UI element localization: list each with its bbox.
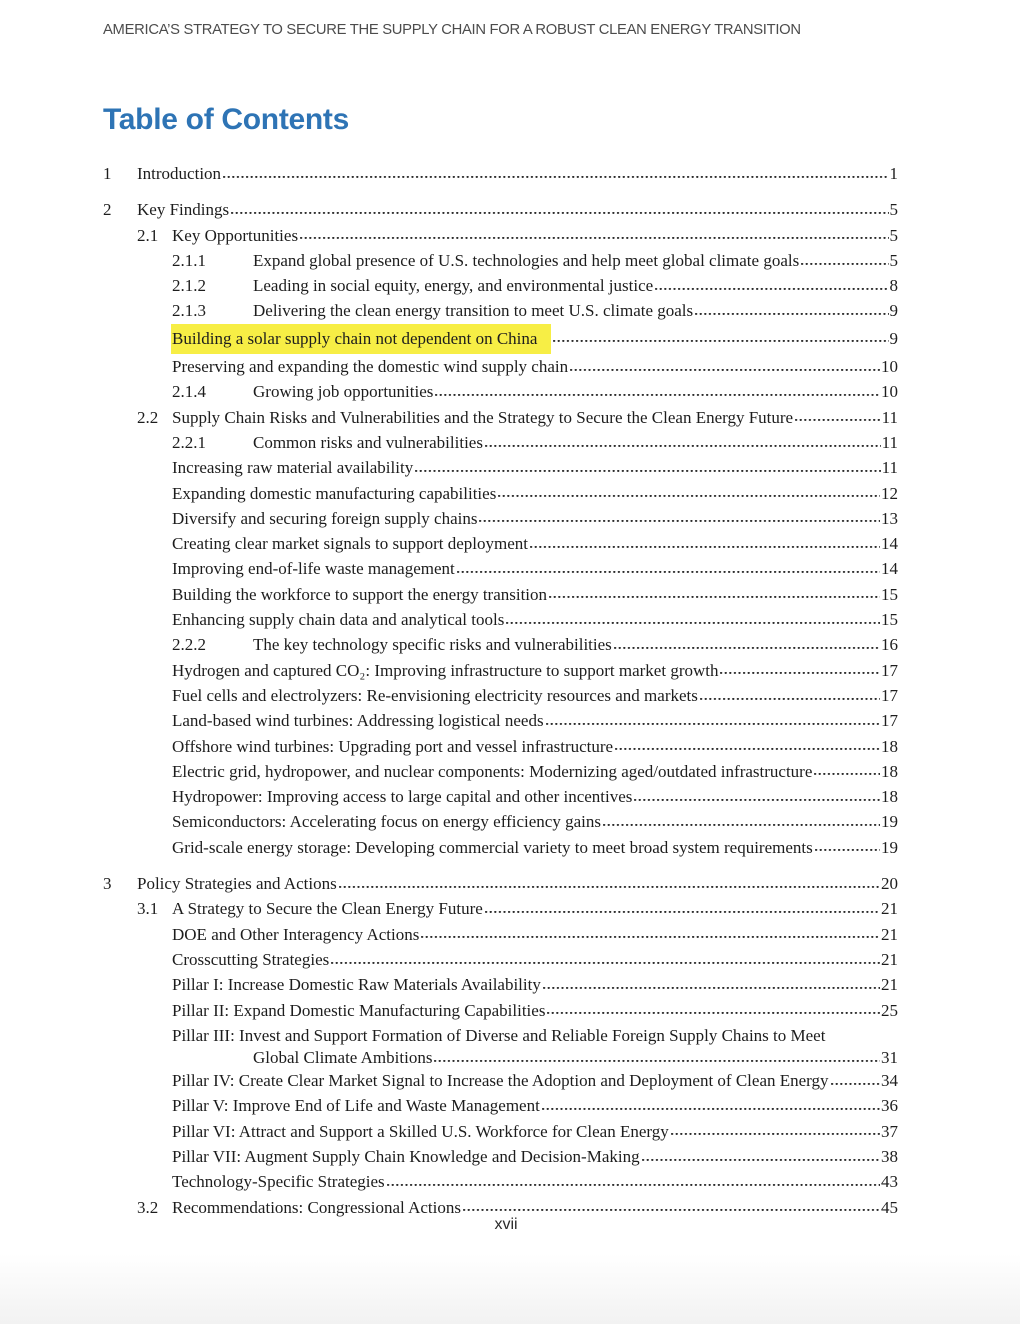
toc-list xyxy=(103,150,898,1220)
toc-entry-label: Leading in social equity, energy, and environmental justice xyxy=(253,276,654,296)
toc-entry-page: 36 xyxy=(881,1096,898,1116)
dot-leader xyxy=(795,411,881,423)
toc-entry-number: 2.1.4 xyxy=(172,382,206,402)
toc-entry-label: Key Findings xyxy=(137,200,230,220)
toc-entry-number: 1 xyxy=(103,164,112,183)
dot-leader xyxy=(546,714,880,726)
dot-leader xyxy=(615,740,880,752)
dot-leader xyxy=(801,254,888,266)
toc-entry-number: 3 xyxy=(103,874,112,894)
toc-entry-label: Offshore wind turbines: Upgrading port and vessel infrastructure xyxy=(172,736,614,756)
toc-entry-number: 2.1 xyxy=(137,225,159,245)
dot-leader xyxy=(498,487,880,499)
toc-entry-page: 12 xyxy=(881,483,898,503)
dot-leader xyxy=(695,304,888,316)
toc-entry-page: 21 xyxy=(881,975,898,995)
toc-entry[interactable] xyxy=(103,947,898,972)
toc-entry-page: 1 xyxy=(889,164,898,183)
toc-entry[interactable] xyxy=(103,809,898,834)
toc-entry-label: Supply Chain Risks and Vulnerabilities and the Strategy to Secure the Clean Energy Future xyxy=(172,407,794,427)
toc-entry-label: Technology-Specific Strategies xyxy=(172,1172,385,1192)
toc-entry-page: 5 xyxy=(889,250,898,270)
toc-entry-page: 17 xyxy=(881,685,898,705)
dot-leader xyxy=(434,1051,880,1063)
toc-entry-number: 3.2 xyxy=(137,1197,159,1217)
toc-entry-label-highlighted: Building a solar supply chain not dependent on China xyxy=(171,324,551,354)
toc-entry-page: 5 xyxy=(889,200,898,220)
toc-entry[interactable] xyxy=(103,531,898,556)
toc-entry[interactable] xyxy=(103,506,898,531)
toc-entry-label: Global Climate Ambitions xyxy=(253,1048,433,1068)
toc-entry[interactable] xyxy=(103,998,898,1023)
toc-entry-page: 25 xyxy=(881,1000,898,1020)
toc-entry-label: Pillar V: Improve End of Life and Waste Management xyxy=(172,1096,540,1116)
toc-entry[interactable] xyxy=(103,556,898,581)
dot-leader xyxy=(634,790,880,802)
toc-entry[interactable] xyxy=(103,896,898,921)
toc-entry-label: Expand global presence of U.S. technologies and help meet global climate goals xyxy=(253,250,800,270)
dot-leader xyxy=(614,638,880,650)
running-header: AMERICA’S STRATEGY TO SECURE THE SUPPLY CHAIN FOR A ROBUST CLEAN ENERGY TRANSITION xyxy=(103,21,801,38)
toc-entry-page: 9 xyxy=(889,328,898,348)
toc-entry-page: 17 xyxy=(881,660,898,680)
toc-entry-page: 21 xyxy=(881,899,898,919)
dot-leader xyxy=(720,664,880,676)
toc-entry[interactable] xyxy=(103,734,898,759)
toc-entry-page: 15 xyxy=(881,584,898,604)
toc-entry-page: 11 xyxy=(881,432,898,452)
dot-leader xyxy=(549,588,880,600)
toc-entry-label: Expanding domestic manufacturing capabilities xyxy=(172,483,497,503)
toc-entry-label: Pillar IV: Create Clear Market Signal to Increase the Adoption and Deployment of Clean Energy xyxy=(172,1071,829,1091)
toc-entry-label: Hydropower: Improving access to large capital and other incentives xyxy=(172,787,633,807)
toc-entry-label: Increasing raw material availability xyxy=(172,458,414,478)
toc-entry-label: Pillar VI: Attract and Support a Skilled U.S. Workforce for Clean Energy xyxy=(172,1121,669,1141)
toc-entry-page: 11 xyxy=(881,458,898,478)
dot-leader xyxy=(831,1074,880,1086)
toc-entry-page: 34 xyxy=(881,1071,898,1091)
toc-entry[interactable] xyxy=(103,248,898,273)
toc-entry-number: 2.2.1 xyxy=(172,432,206,452)
toc-entry-page: 16 xyxy=(881,635,898,655)
toc-entry-page: 18 xyxy=(881,761,898,781)
dot-leader xyxy=(231,203,888,215)
toc-entry-page: 45 xyxy=(881,1197,898,1217)
toc-entry-page: 38 xyxy=(881,1146,898,1166)
dot-leader xyxy=(671,1125,880,1137)
page-number-footer: xvii xyxy=(494,1216,518,1233)
toc-entry-label: Building the workforce to support the energy transition xyxy=(172,584,548,604)
toc-entry-page: 14 xyxy=(881,559,898,579)
dot-leader xyxy=(642,1150,880,1162)
toc-entry[interactable] xyxy=(103,324,898,354)
toc-entry-label: Introduction xyxy=(137,164,222,183)
toc-entry-number: 2.1.3 xyxy=(172,301,206,321)
dot-leader xyxy=(485,436,881,448)
toc-entry-number: 2.1.1 xyxy=(172,250,206,270)
toc-entry-page: 10 xyxy=(881,382,898,402)
toc-entry-label: Pillar VII: Augment Supply Chain Knowledge and Decision-Making xyxy=(172,1146,640,1166)
toc-entry[interactable] xyxy=(103,455,898,480)
toc-entry-page: 8 xyxy=(889,276,898,296)
toc-entry-label: Pillar III: Invest and Support Formation of Diverse and Reliable Foreign Supply Chains to Meet xyxy=(172,1025,826,1045)
toc-entry-label: The key technology specific risks and vulnerabilities xyxy=(253,635,612,655)
toc-entry[interactable] xyxy=(103,1023,898,1048)
dot-leader xyxy=(814,765,880,777)
toc-entry-label: Enhancing supply chain data and analytical tools xyxy=(172,610,505,630)
toc-entry-label: Electric grid, hydropower, and nuclear components: Modernizing aged/outdated infrastructure xyxy=(172,761,813,781)
toc-entry-label: DOE and Other Interagency Actions xyxy=(172,924,420,944)
toc-entry[interactable] xyxy=(103,298,898,323)
toc-entry-page: 11 xyxy=(881,407,898,427)
toc-entry[interactable] xyxy=(103,273,898,298)
dot-leader xyxy=(543,978,880,990)
toc-entry[interactable] xyxy=(103,1119,898,1144)
toc-entry[interactable] xyxy=(103,197,898,222)
toc-entry-page: 5 xyxy=(889,225,898,245)
toc-entry-label: Hydrogen and captured CO₂: Improving infrastructure to support market growth xyxy=(172,660,719,680)
toc-entry[interactable] xyxy=(103,784,898,809)
toc-entry[interactable] xyxy=(103,708,898,733)
toc-entry-label: Land-based wind turbines: Addressing logistical needs xyxy=(172,711,544,731)
toc-entry-page: 20 xyxy=(881,874,898,894)
dot-leader xyxy=(700,689,880,701)
dot-leader xyxy=(815,841,880,853)
toc-entry[interactable] xyxy=(103,354,898,379)
dot-leader xyxy=(485,902,880,914)
toc-entry-label: Grid-scale energy storage: Developing commercial variety to meet broad system requirements xyxy=(172,837,813,857)
toc-entry[interactable] xyxy=(103,972,898,997)
dot-leader xyxy=(506,613,880,625)
toc-entry-label: Creating clear market signals to support deployment xyxy=(172,534,528,554)
page-title: Table of Contents xyxy=(103,103,350,136)
toc-entry-page: 15 xyxy=(881,610,898,630)
toc-entry[interactable] xyxy=(103,1169,898,1194)
toc-entry-label: Fuel cells and electrolyzers: Re-envisioning electricity resources and markets xyxy=(172,685,698,705)
toc-entry[interactable] xyxy=(103,481,898,506)
toc-entry[interactable] xyxy=(103,405,898,430)
toc-entry-label: Common risks and vulnerabilities xyxy=(253,432,483,452)
toc-entry[interactable] xyxy=(103,582,898,607)
page-bottom-shade xyxy=(0,1254,1020,1324)
toc-entry-page: 19 xyxy=(881,812,898,832)
toc-entry-page: 18 xyxy=(881,787,898,807)
dot-leader xyxy=(542,1099,880,1111)
toc-entry-label: Policy Strategies and Actions xyxy=(137,874,337,894)
dot-leader xyxy=(603,815,880,827)
toc-entry-label: Key Opportunities xyxy=(172,225,299,245)
toc-entry-number: 2.2 xyxy=(137,407,159,427)
dot-leader xyxy=(547,1004,880,1016)
toc-entry-continuation[interactable] xyxy=(103,1048,898,1068)
toc-entry-page: 10 xyxy=(881,357,898,377)
toc-entry-page: 19 xyxy=(881,837,898,857)
toc-entry-page: 17 xyxy=(881,711,898,731)
toc-entry-label: Crosscutting Strategies xyxy=(172,949,330,969)
toc-entry-number: 2.2.2 xyxy=(172,635,206,655)
toc-entry-label: Improving end-of-life waste management xyxy=(172,559,455,579)
dot-leader xyxy=(479,512,880,524)
toc-entry-number: 3.1 xyxy=(137,899,159,919)
toc-entry-label: Recommendations: Congressional Actions xyxy=(172,1197,461,1217)
toc-entry-label: A Strategy to Secure the Clean Energy Future xyxy=(172,899,483,919)
toc-entry-number: 2 xyxy=(103,200,112,220)
toc-entry[interactable] xyxy=(103,835,898,860)
toc-entry[interactable] xyxy=(103,632,898,657)
dot-leader xyxy=(339,877,880,889)
dot-leader xyxy=(300,229,888,241)
toc-entry[interactable] xyxy=(103,607,898,632)
toc-entry-label: Diversify and securing foreign supply chains xyxy=(172,508,478,528)
toc-entry-page: 9 xyxy=(889,301,898,321)
toc-entry[interactable] xyxy=(103,922,898,947)
toc-entry-page: 21 xyxy=(881,924,898,944)
toc-entry-page: 21 xyxy=(881,949,898,969)
dot-leader xyxy=(387,1175,880,1187)
toc-entry-page: 14 xyxy=(881,534,898,554)
dot-leader xyxy=(223,167,888,179)
toc-entry[interactable] xyxy=(103,759,898,784)
toc-entry-page: 37 xyxy=(881,1121,898,1141)
toc-entry-page: 18 xyxy=(881,736,898,756)
toc-entry-page: 13 xyxy=(881,508,898,528)
toc-entry-label: Preserving and expanding the domestic wind supply chain xyxy=(172,357,569,377)
toc-entry-page: 43 xyxy=(881,1172,898,1192)
toc-entry[interactable] xyxy=(103,658,898,683)
toc-entry[interactable] xyxy=(103,1068,898,1093)
toc-entry-label: Pillar II: Expand Domestic Manufacturing Capabilities xyxy=(172,1000,546,1020)
toc-entry[interactable] xyxy=(103,683,898,708)
dot-leader xyxy=(570,360,880,372)
toc-entry[interactable] xyxy=(103,1093,898,1118)
toc-entry-number: 2.1.2 xyxy=(172,276,206,296)
dot-leader xyxy=(331,953,880,965)
toc-entry-label: Delivering the clean energy transition to meet U.S. climate goals xyxy=(253,301,694,321)
dot-leader xyxy=(553,332,888,344)
dot-leader xyxy=(457,562,880,574)
dot-leader xyxy=(421,928,880,940)
dot-leader xyxy=(530,537,880,549)
dot-leader xyxy=(415,461,880,473)
dot-leader xyxy=(435,385,880,397)
dot-leader xyxy=(655,279,888,291)
toc-entry[interactable] xyxy=(103,1144,898,1169)
toc-entry[interactable] xyxy=(103,379,898,404)
toc-entry-label: Pillar I: Increase Domestic Raw Materials Availability xyxy=(172,975,541,995)
toc-entry-page: 31 xyxy=(881,1048,898,1068)
toc-entry-label: Growing job opportunities xyxy=(253,382,434,402)
toc-entry[interactable] xyxy=(103,161,898,186)
toc-entry[interactable] xyxy=(103,223,898,248)
toc-entry[interactable] xyxy=(103,430,898,455)
toc-entry-label: Semiconductors: Accelerating focus on energy efficiency gains xyxy=(172,812,601,832)
toc-entry[interactable] xyxy=(103,871,898,896)
dot-leader xyxy=(463,1201,880,1213)
